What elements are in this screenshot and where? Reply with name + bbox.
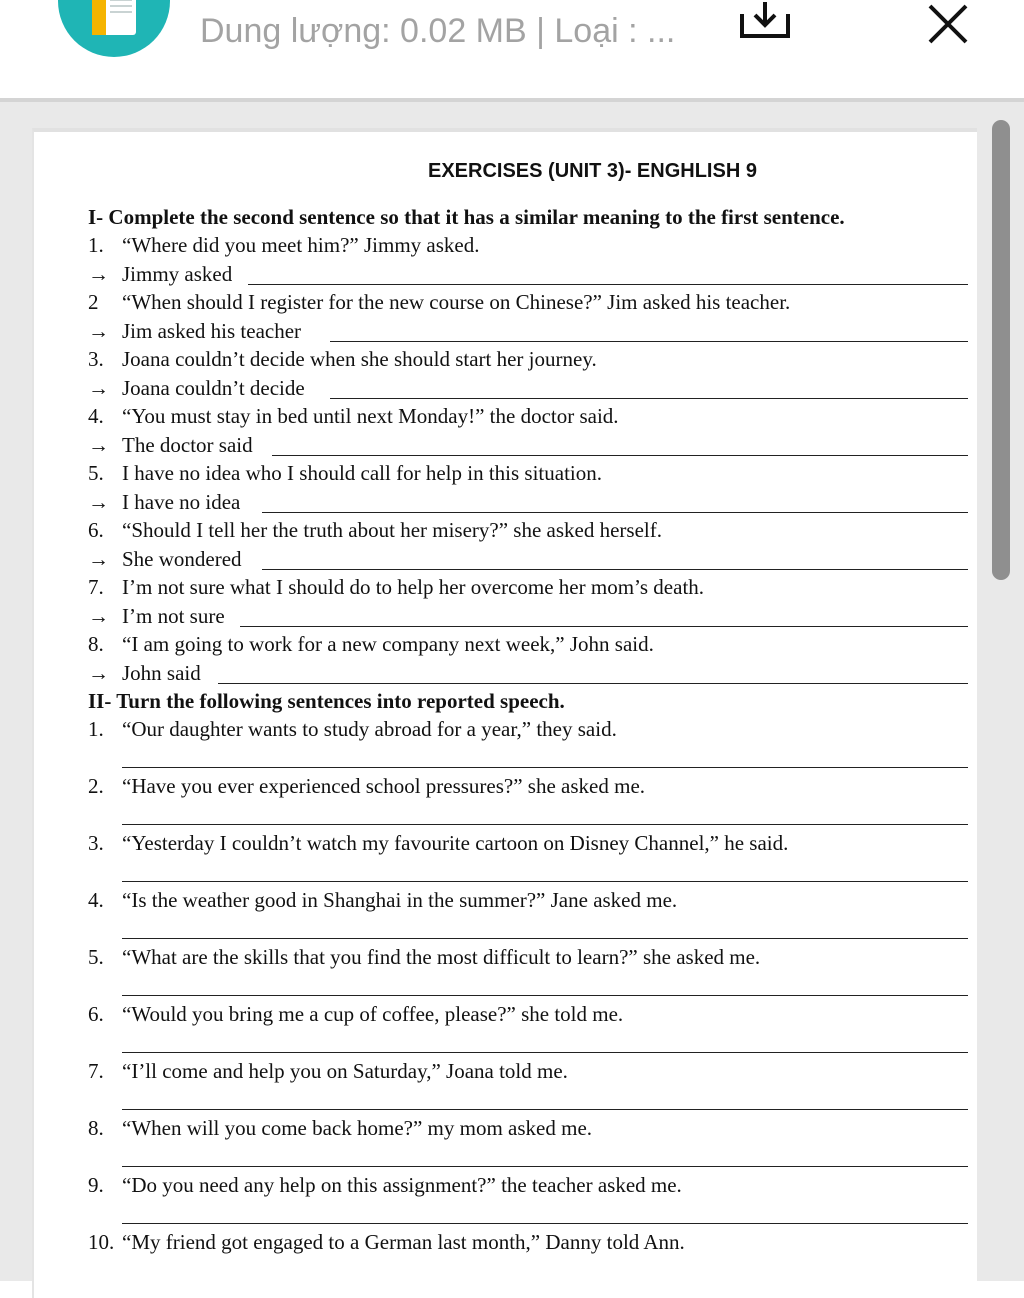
s1-question: 3. Joana couldn’t decide when she should start her journey. [88, 347, 597, 371]
download-icon[interactable] [736, 0, 794, 42]
s2-question: 2. “Have you ever experienced school pressures?” she asked me. [88, 774, 646, 798]
s1-answer-prompt: → I’m not sure [88, 604, 225, 628]
answer-blank[interactable] [218, 683, 968, 684]
section-2-heading: II- Turn the following sentences into reported speech. [88, 689, 565, 713]
s1-answer-prompt: → She wondered [88, 547, 242, 571]
file-info-text: Dung lượng: 0.02 MB | Loại : ... [200, 12, 676, 50]
s1-question: 8. “I am going to work for a new company next week,” John said. [88, 632, 654, 656]
answer-blank[interactable] [122, 824, 968, 825]
s1-question: 5. I have no idea who I should call for help in this situation. [88, 461, 602, 485]
answer-blank[interactable] [122, 1223, 968, 1224]
answer-blank[interactable] [240, 626, 968, 627]
s2-question: 5. “What are the skills that you find the most difficult to learn?” she asked me. [88, 945, 761, 969]
answer-blank[interactable] [122, 938, 968, 939]
close-icon[interactable] [926, 2, 970, 46]
answer-blank[interactable] [330, 341, 968, 342]
s2-question: 7. “I’ll come and help you on Saturday,” Joana told me. [88, 1059, 568, 1083]
answer-blank[interactable] [122, 881, 968, 882]
s1-question: 6. “Should I tell her the truth about her misery?” she asked herself. [88, 518, 662, 542]
answer-blank[interactable] [262, 512, 968, 513]
s2-question: 8. “When will you come back home?” my mom asked me. [88, 1116, 593, 1140]
s1-answer-prompt: → Joana couldn’t decide [88, 376, 305, 400]
answer-blank[interactable] [122, 1166, 968, 1167]
answer-blank[interactable] [248, 284, 968, 285]
answer-blank[interactable] [122, 1109, 968, 1110]
answer-blank[interactable] [122, 1052, 968, 1053]
s1-answer-prompt: → I have no idea [88, 490, 241, 514]
answer-blank[interactable] [122, 995, 968, 996]
document-app-icon [58, 0, 170, 57]
s1-answer-prompt: → Jim asked his teacher [88, 319, 302, 343]
answer-blank[interactable] [122, 767, 968, 768]
s1-answer-prompt: → Jimmy asked [88, 262, 233, 286]
s2-question: 1. “Our daughter wants to study abroad for a year,” they said. [88, 717, 617, 741]
s1-question: 4. “You must stay in bed until next Monday!” the doctor said. [88, 404, 619, 428]
s1-question: 2 “When should I register for the new course on Chinese?” Jim asked his teacher. [88, 290, 791, 314]
section-1-heading: I- Complete the second sentence so that it has a similar meaning to the first sentence. [88, 205, 845, 229]
document-title: EXERCISES (UNIT 3)- ENGHLISH 9 [428, 160, 757, 182]
s1-answer-prompt: → John said [88, 661, 201, 685]
s2-question: 3. “Yesterday I couldn’t watch my favourite cartoon on Disney Channel,” he said. [88, 831, 789, 855]
answer-blank[interactable] [272, 455, 968, 456]
s2-question: 9. “Do you need any help on this assignment?” the teacher asked me. [88, 1173, 682, 1197]
s2-question: 4. “Is the weather good in Shanghai in the summer?” Jane asked me. [88, 888, 678, 912]
s1-question: 7. I’m not sure what I should do to help her overcome her mom’s death. [88, 575, 705, 599]
s1-answer-prompt: → The doctor said [88, 433, 253, 457]
top-bar [0, 0, 1024, 98]
s1-question: 1. “Where did you meet him?” Jimmy asked. [88, 233, 480, 257]
answer-blank[interactable] [262, 569, 968, 570]
scrollbar-thumb[interactable] [992, 120, 1010, 580]
answer-blank[interactable] [330, 398, 968, 399]
s2-question: 6. “Would you bring me a cup of coffee, please?” she told me. [88, 1002, 624, 1026]
s2-question: 10. “My friend got engaged to a German last month,” Danny told Ann. [88, 1230, 685, 1254]
